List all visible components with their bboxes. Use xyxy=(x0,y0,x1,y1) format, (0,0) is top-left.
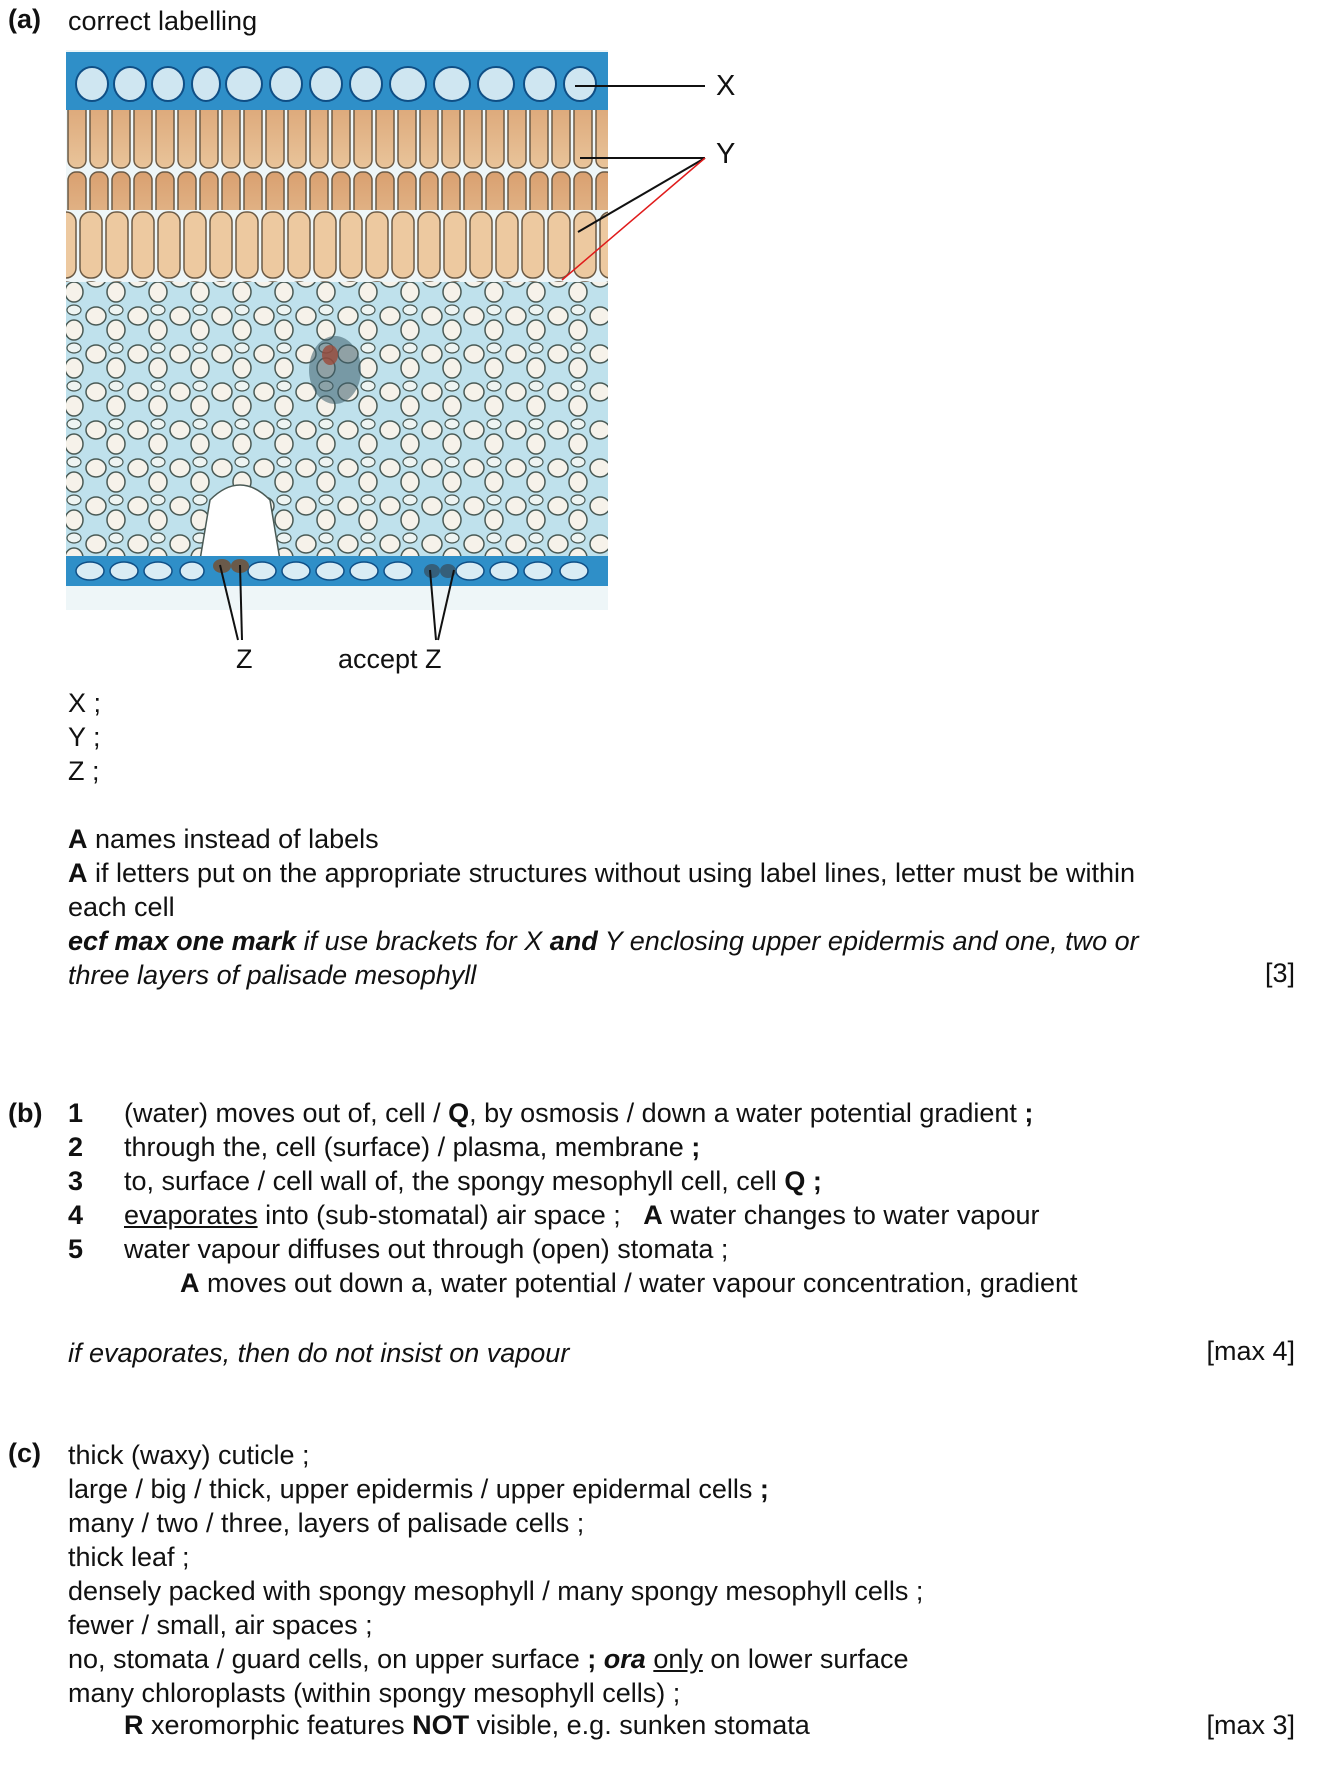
marks-a: [3] xyxy=(1264,958,1295,988)
answer-y: Y ; xyxy=(68,722,101,752)
point-c-8: many chloroplasts (within spongy mesophyll cells) ; xyxy=(68,1678,681,1708)
note-a-2: A if letters put on the appropriate structures without using label lines, letter must be within xyxy=(68,858,1136,888)
point-b-5-alt: A moves out down a, water potential / water vapour concentration, gradient xyxy=(180,1268,1078,1298)
marks-b: [max 4] xyxy=(1206,1336,1295,1366)
spongy-mesophyll xyxy=(66,282,608,560)
note-a-2-cont: each cell xyxy=(68,892,175,922)
point-c-2: large / big / thick, upper epidermis / upper epidermal cells ; xyxy=(68,1474,769,1504)
palisade-layer-1 xyxy=(66,110,608,210)
guard-cell xyxy=(424,564,440,578)
label-x: X xyxy=(716,70,736,102)
point-c-6: fewer / small, air spaces ; xyxy=(68,1610,373,1640)
palisade-layer-2 xyxy=(66,210,608,282)
point-c-1: thick (waxy) cuticle ; xyxy=(68,1440,310,1470)
note-a-1: A names instead of labels xyxy=(68,824,379,854)
label-z: Z xyxy=(236,644,253,674)
note-b: if evaporates, then do not insist on vapour xyxy=(68,1338,570,1368)
answer-x: X ; xyxy=(68,688,102,718)
leaf-micrograph xyxy=(0,0,760,680)
point-c-7: no, stomata / guard cells, on upper surface ; ora only on lower surface xyxy=(68,1644,909,1674)
label-y: Y xyxy=(716,138,736,170)
vascular-bundle xyxy=(309,336,361,404)
note-a-3: ecf max one mark if use brackets for X and Y enclosing upper epidermis and one, two or xyxy=(68,926,1139,956)
note-a-3-cont: three layers of palisade mesophyll xyxy=(68,960,477,990)
part-b-label: (b) xyxy=(8,1098,43,1128)
point-c-4: thick leaf ; xyxy=(68,1542,190,1572)
point-c-3: many / two / three, layers of palisade cells ; xyxy=(68,1508,585,1538)
answer-z: Z ; xyxy=(68,756,100,786)
label-accept-z: accept Z xyxy=(338,644,442,674)
part-a-label: (a) xyxy=(8,4,41,34)
marks-c: [max 3] xyxy=(1206,1710,1295,1740)
part-c-label: (c) xyxy=(8,1438,41,1468)
part-a-heading: correct labelling xyxy=(68,6,258,36)
point-c-9: R xeromorphic features NOT visible, e.g. sunken stomata xyxy=(124,1710,810,1740)
point-c-5: densely packed with spongy mesophyll / many spongy mesophyll cells ; xyxy=(68,1576,924,1606)
